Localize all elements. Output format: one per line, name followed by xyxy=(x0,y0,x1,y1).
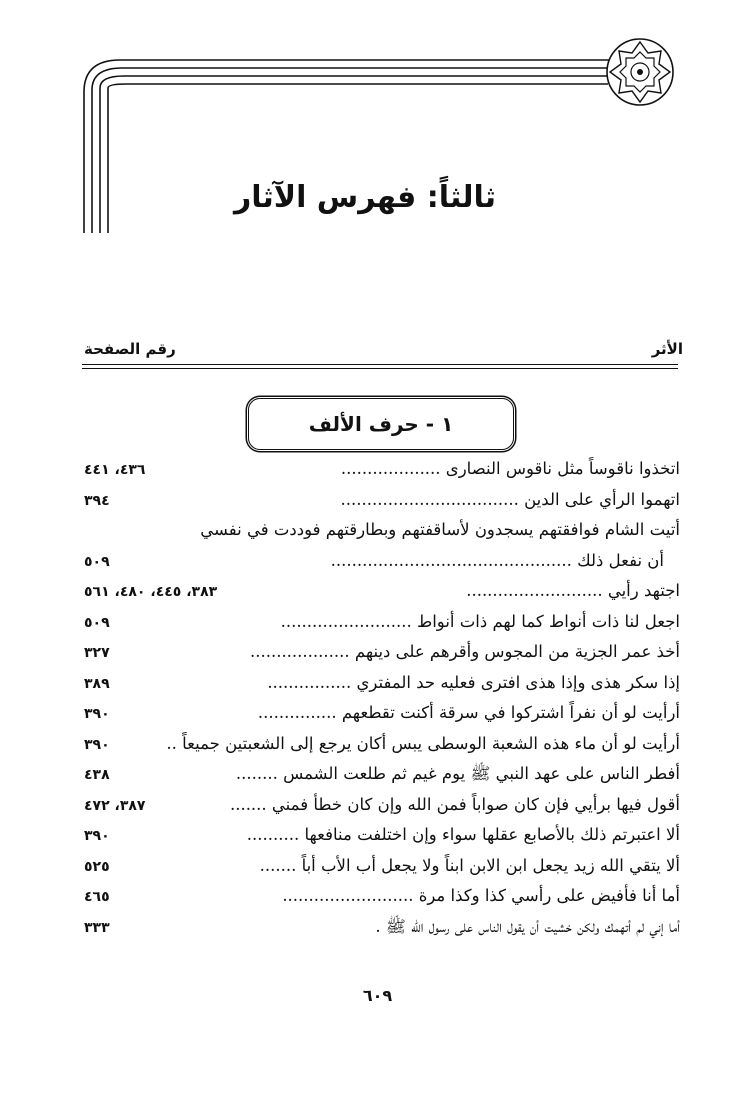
page-refs: ٣٣٣ xyxy=(84,919,110,936)
index-entry: اتهموا الرأي على الدين .................................. ٣٩٤ xyxy=(84,485,680,516)
index-entry: إذا سكر هذى وإذا هذى افترى فعليه حد المفتري ................ ٣٨٩ xyxy=(84,668,680,699)
page-refs: ٤٦٥ xyxy=(84,889,110,905)
header-rule xyxy=(82,368,678,369)
index-entry: أخذ عمر الجزية من المجوس وأقرهم على دينهم ................... ٣٢٧ xyxy=(84,637,680,668)
page-title: ثالثاً: فهرس الآثار xyxy=(233,180,497,215)
column-header-athar: الأثر xyxy=(651,340,683,358)
index-entry: أفطر الناس على عهد النبي ﷺ يوم غيم ثم طلعت الشمس ........ ٤٣٨ xyxy=(84,759,680,790)
index-entry: أقول فيها برأيي فإن كان صواباً فمن الله وإن كان خطأ فمني ....... ٣٨٧، ٤٧٢ xyxy=(84,790,680,821)
page-refs: ٤٣٦، ٤٤١ xyxy=(84,462,146,478)
page-refs: ٣٨٣، ٤٤٥، ٤٨٠، ٥٦١ xyxy=(84,584,218,600)
header-rule xyxy=(82,364,678,365)
index-entry: أما إني لم أتهمك ولكن خشيت أن يقول الناس على رسول الله ﷺ . ٣٣٣ xyxy=(84,912,680,943)
page-refs: ٣٩٤ xyxy=(84,492,110,509)
page-refs: ٣٢٧ xyxy=(84,645,110,661)
index-entry: أما أنا فأفيض على رأسي كذا وكذا مرة ......................... ٤٦٥ xyxy=(84,881,680,912)
section-heading-alif: ١ - حرف الألف xyxy=(248,398,514,450)
page-refs: ٥٢٥ xyxy=(84,858,110,875)
page-number: ٦٠٩ xyxy=(362,986,393,1005)
column-header-page: رقم الصفحة xyxy=(84,340,176,358)
index-entry: ألا اعتبرتم ذلك بالأصابع عقلها سواء وإن اختلفت منافعها .......... ٣٩٠ xyxy=(84,820,680,851)
title-frame-ornament xyxy=(0,0,755,300)
page-refs: ٣٩٠ xyxy=(84,828,110,844)
page-refs: ٣٨٧، ٤٧٢ xyxy=(84,797,146,814)
index-entry: ألا يتقي الله زيد يجعل ابن الابن ابناً ولا يجعل أب الأب أباً ....... ٥٢٥ xyxy=(84,851,680,882)
index-entry: أن نفعل ذلك .............................................. ٥٠٩ xyxy=(84,546,680,577)
page-refs: ٣٩٠ xyxy=(84,706,110,722)
index-entry: اجعل لنا ذات أنواط كما لهم ذات أنواط ......................... ٥٠٩ xyxy=(84,607,680,638)
index-entries xyxy=(84,454,680,942)
page-refs: ٥٠٩ xyxy=(84,553,110,570)
page-refs: ٤٣٨ xyxy=(84,767,110,783)
page-refs: ٣٩٠ xyxy=(84,736,110,753)
page-refs: ٥٠٩ xyxy=(84,614,110,631)
index-entry: أرأيت لو أن نفراً اشتركوا في سرقة أكنت تقطعهم ............... ٣٩٠ xyxy=(84,698,680,729)
index-entry: اتخذوا ناقوساً مثل ناقوس النصارى ................... ٤٣٦، ٤٤١ xyxy=(84,454,680,485)
page-refs: ٣٨٩ xyxy=(84,675,110,692)
index-entry: أرأيت لو أن ماء هذه الشعبة الوسطى يبس أكان يرجع إلى الشعبتين جميعاً .. ٣٩٠ xyxy=(84,729,680,760)
index-entry: اجتهد رأيي .......................... ٣٨٣، ٤٤٥، ٤٨٠، ٥٦١ xyxy=(84,576,680,607)
index-entry: أتيت الشام فوافقتهم يسجدون لأساقفتهم وبطارقتهم فوددت في نفسي xyxy=(200,520,680,539)
star-rosette-icon xyxy=(607,39,673,105)
